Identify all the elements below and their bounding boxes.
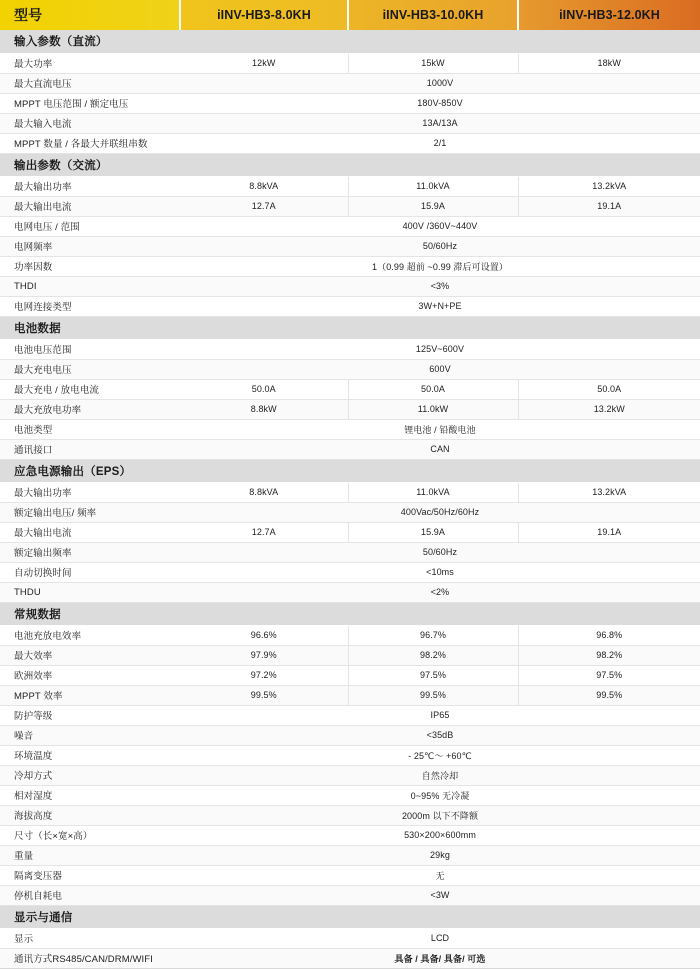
row-value-model-3: 13.2kVA <box>518 482 700 502</box>
row-value-model-2: 96.7% <box>348 625 518 645</box>
row-value-all-models: CAN <box>180 439 700 459</box>
row-label: 电池类型 <box>0 419 180 439</box>
row-value-model-1: 8.8kVA <box>180 176 348 196</box>
row-label: 最大输入电流 <box>0 113 180 133</box>
table-row <box>0 53 700 73</box>
row-value-all-models: 0~95% 无冷凝 <box>180 785 700 805</box>
row-value-all-models: 600V <box>180 359 700 379</box>
row-value-model-3: 99.5% <box>518 685 700 705</box>
table-row <box>0 542 700 562</box>
row-label: 欧洲效率 <box>0 665 180 685</box>
row-value-model-1: 97.9% <box>180 645 348 665</box>
row-value-all-models: <10ms <box>180 562 700 582</box>
section-title: 应急电源输出（EPS） <box>0 459 700 482</box>
section-header-row <box>0 30 700 53</box>
table-row <box>0 73 700 93</box>
table-row <box>0 765 700 785</box>
row-value-all-models: 具备 / 具备/ 具备/ 可选 <box>180 948 700 968</box>
row-value-model-1: 8.8kVA <box>180 482 348 502</box>
row-value-all-models: 3W+N+PE <box>180 296 700 316</box>
table-row <box>0 745 700 765</box>
row-label: 最大功率 <box>0 53 180 73</box>
row-value-model-3: 19.1A <box>518 196 700 216</box>
row-value-model-1: 12.7A <box>180 196 348 216</box>
row-value-model-1: 96.6% <box>180 625 348 645</box>
row-value-all-models: 1000V <box>180 73 700 93</box>
table-row <box>0 236 700 256</box>
row-label: 电网频率 <box>0 236 180 256</box>
row-value-model-2: 11.0kW <box>348 399 518 419</box>
row-label: 最大充电电压 <box>0 359 180 379</box>
table-row <box>0 439 700 459</box>
row-value-all-models: <3W <box>180 885 700 905</box>
row-label: 最大充放电功率 <box>0 399 180 419</box>
table-row <box>0 705 700 725</box>
row-value-all-models: 50/60Hz <box>180 542 700 562</box>
table-row <box>0 645 700 665</box>
row-value-model-1: 12kW <box>180 53 348 73</box>
row-label: 海拔高度 <box>0 805 180 825</box>
row-value-model-2: 15.9A <box>348 196 518 216</box>
section-header-row <box>0 316 700 339</box>
row-label: 环境温度 <box>0 745 180 765</box>
table-row <box>0 296 700 316</box>
section-title: 输出参数（交流） <box>0 153 700 176</box>
table-row <box>0 502 700 522</box>
row-label: 最大充电 / 放电电流 <box>0 379 180 399</box>
section-title: 电池数据 <box>0 316 700 339</box>
row-label: 隔离变压器 <box>0 865 180 885</box>
row-value-model-3: 96.8% <box>518 625 700 645</box>
row-value-all-models: 180V-850V <box>180 93 700 113</box>
row-label: 相对湿度 <box>0 785 180 805</box>
row-value-model-1: 99.5% <box>180 685 348 705</box>
table-row <box>0 256 700 276</box>
row-value-model-3: 18kW <box>518 53 700 73</box>
row-value-all-models: 13A/13A <box>180 113 700 133</box>
table-row <box>0 482 700 502</box>
row-value-all-models: 530×200×600mm <box>180 825 700 845</box>
row-value-model-3: 50.0A <box>518 379 700 399</box>
table-row <box>0 685 700 705</box>
row-label: 最大输出功率 <box>0 482 180 502</box>
row-label: 额定输出电压/ 频率 <box>0 502 180 522</box>
table-row <box>0 359 700 379</box>
table-row <box>0 885 700 905</box>
row-value-model-1: 8.8kW <box>180 399 348 419</box>
row-value-all-models: 2000m 以下不降额 <box>180 805 700 825</box>
header-model-label: 型号 <box>0 0 180 30</box>
row-value-all-models: 125V~600V <box>180 339 700 359</box>
row-label: 最大直流电压 <box>0 73 180 93</box>
table-row <box>0 196 700 216</box>
row-label: 通讯接口 <box>0 439 180 459</box>
row-value-all-models: 2/1 <box>180 133 700 153</box>
row-label: 电池电压范围 <box>0 339 180 359</box>
table-row <box>0 825 700 845</box>
table-row <box>0 948 700 968</box>
table-row <box>0 399 700 419</box>
row-label: 电网连接类型 <box>0 296 180 316</box>
section-header-row <box>0 905 700 928</box>
row-value-all-models: 锂电池 / 铅酸电池 <box>180 419 700 439</box>
row-label: 冷却方式 <box>0 765 180 785</box>
header-column-1: iINV-HB3-8.0KH <box>180 0 348 30</box>
row-value-all-models: - 25℃～ +60℃ <box>180 745 700 765</box>
row-value-all-models: <3% <box>180 276 700 296</box>
table-row <box>0 805 700 825</box>
section-header-row <box>0 459 700 482</box>
row-label: THDI <box>0 276 180 296</box>
section-header-row <box>0 153 700 176</box>
row-label: 重量 <box>0 845 180 865</box>
row-label: 自动切换时间 <box>0 562 180 582</box>
row-value-model-2: 15.9A <box>348 522 518 542</box>
table-row <box>0 133 700 153</box>
row-label: THDU <box>0 582 180 602</box>
header-column-3: iINV-HB3-12.0KH <box>518 0 700 30</box>
table-row <box>0 665 700 685</box>
table-row <box>0 176 700 196</box>
table-row <box>0 562 700 582</box>
row-value-all-models: 无 <box>180 865 700 885</box>
row-label: 显示 <box>0 928 180 948</box>
row-value-model-3: 19.1A <box>518 522 700 542</box>
table-row <box>0 582 700 602</box>
table-row <box>0 625 700 645</box>
section-title: 常规数据 <box>0 602 700 625</box>
row-value-model-2: 11.0kVA <box>348 482 518 502</box>
table-row <box>0 522 700 542</box>
row-value-model-2: 50.0A <box>348 379 518 399</box>
row-value-model-3: 13.2kW <box>518 399 700 419</box>
row-value-all-models: IP65 <box>180 705 700 725</box>
row-value-model-3: 98.2% <box>518 645 700 665</box>
table-row <box>0 379 700 399</box>
row-label: 最大效率 <box>0 645 180 665</box>
row-label: 防护等级 <box>0 705 180 725</box>
row-label: 额定输出频率 <box>0 542 180 562</box>
row-label: MPPT 电压范围 / 额定电压 <box>0 93 180 113</box>
table-row <box>0 845 700 865</box>
table-row <box>0 785 700 805</box>
table-row <box>0 339 700 359</box>
row-value-all-models: 1（0.99 超前 ~0.99 滞后可设置） <box>180 256 700 276</box>
row-value-model-3: 97.5% <box>518 665 700 685</box>
row-value-model-1: 12.7A <box>180 522 348 542</box>
section-title: 显示与通信 <box>0 905 700 928</box>
section-header-row <box>0 602 700 625</box>
table-row <box>0 276 700 296</box>
row-label: MPPT 效率 <box>0 685 180 705</box>
table-row <box>0 865 700 885</box>
section-title: 输入参数（直流） <box>0 30 700 53</box>
row-label: 电池充放电效率 <box>0 625 180 645</box>
table-row <box>0 725 700 745</box>
row-value-all-models: LCD <box>180 928 700 948</box>
row-label: MPPT 数量 / 各最大并联组串数 <box>0 133 180 153</box>
row-value-all-models: 400V /360V~440V <box>180 216 700 236</box>
row-label: 停机自耗电 <box>0 885 180 905</box>
header-column-2: iINV-HB3-10.0KH <box>348 0 518 30</box>
table-row <box>0 928 700 948</box>
row-value-all-models: 50/60Hz <box>180 236 700 256</box>
row-value-all-models: 400Vac/50Hz/60Hz <box>180 502 700 522</box>
row-label: 通讯方式RS485/CAN/DRM/WIFI <box>0 948 180 968</box>
row-label: 电网电压 / 范围 <box>0 216 180 236</box>
row-label: 最大输出电流 <box>0 196 180 216</box>
table-header-row <box>0 0 700 30</box>
row-value-model-2: 99.5% <box>348 685 518 705</box>
row-value-model-2: 98.2% <box>348 645 518 665</box>
table-row <box>0 216 700 236</box>
row-value-all-models: <2% <box>180 582 700 602</box>
row-label: 功率因数 <box>0 256 180 276</box>
row-value-model-3: 13.2kVA <box>518 176 700 196</box>
row-value-model-2: 11.0kVA <box>348 176 518 196</box>
row-value-model-1: 50.0A <box>180 379 348 399</box>
row-value-model-2: 97.5% <box>348 665 518 685</box>
row-label: 最大输出电流 <box>0 522 180 542</box>
row-label: 噪音 <box>0 725 180 745</box>
row-label: 尺寸（长×宽×高） <box>0 825 180 845</box>
row-value-all-models: 自然冷却 <box>180 765 700 785</box>
row-value-all-models: 29kg <box>180 845 700 865</box>
row-label: 最大输出功率 <box>0 176 180 196</box>
table-row <box>0 113 700 133</box>
table-row <box>0 93 700 113</box>
table-row <box>0 419 700 439</box>
row-value-model-1: 97.2% <box>180 665 348 685</box>
row-value-all-models: <35dB <box>180 725 700 745</box>
row-value-model-2: 15kW <box>348 53 518 73</box>
